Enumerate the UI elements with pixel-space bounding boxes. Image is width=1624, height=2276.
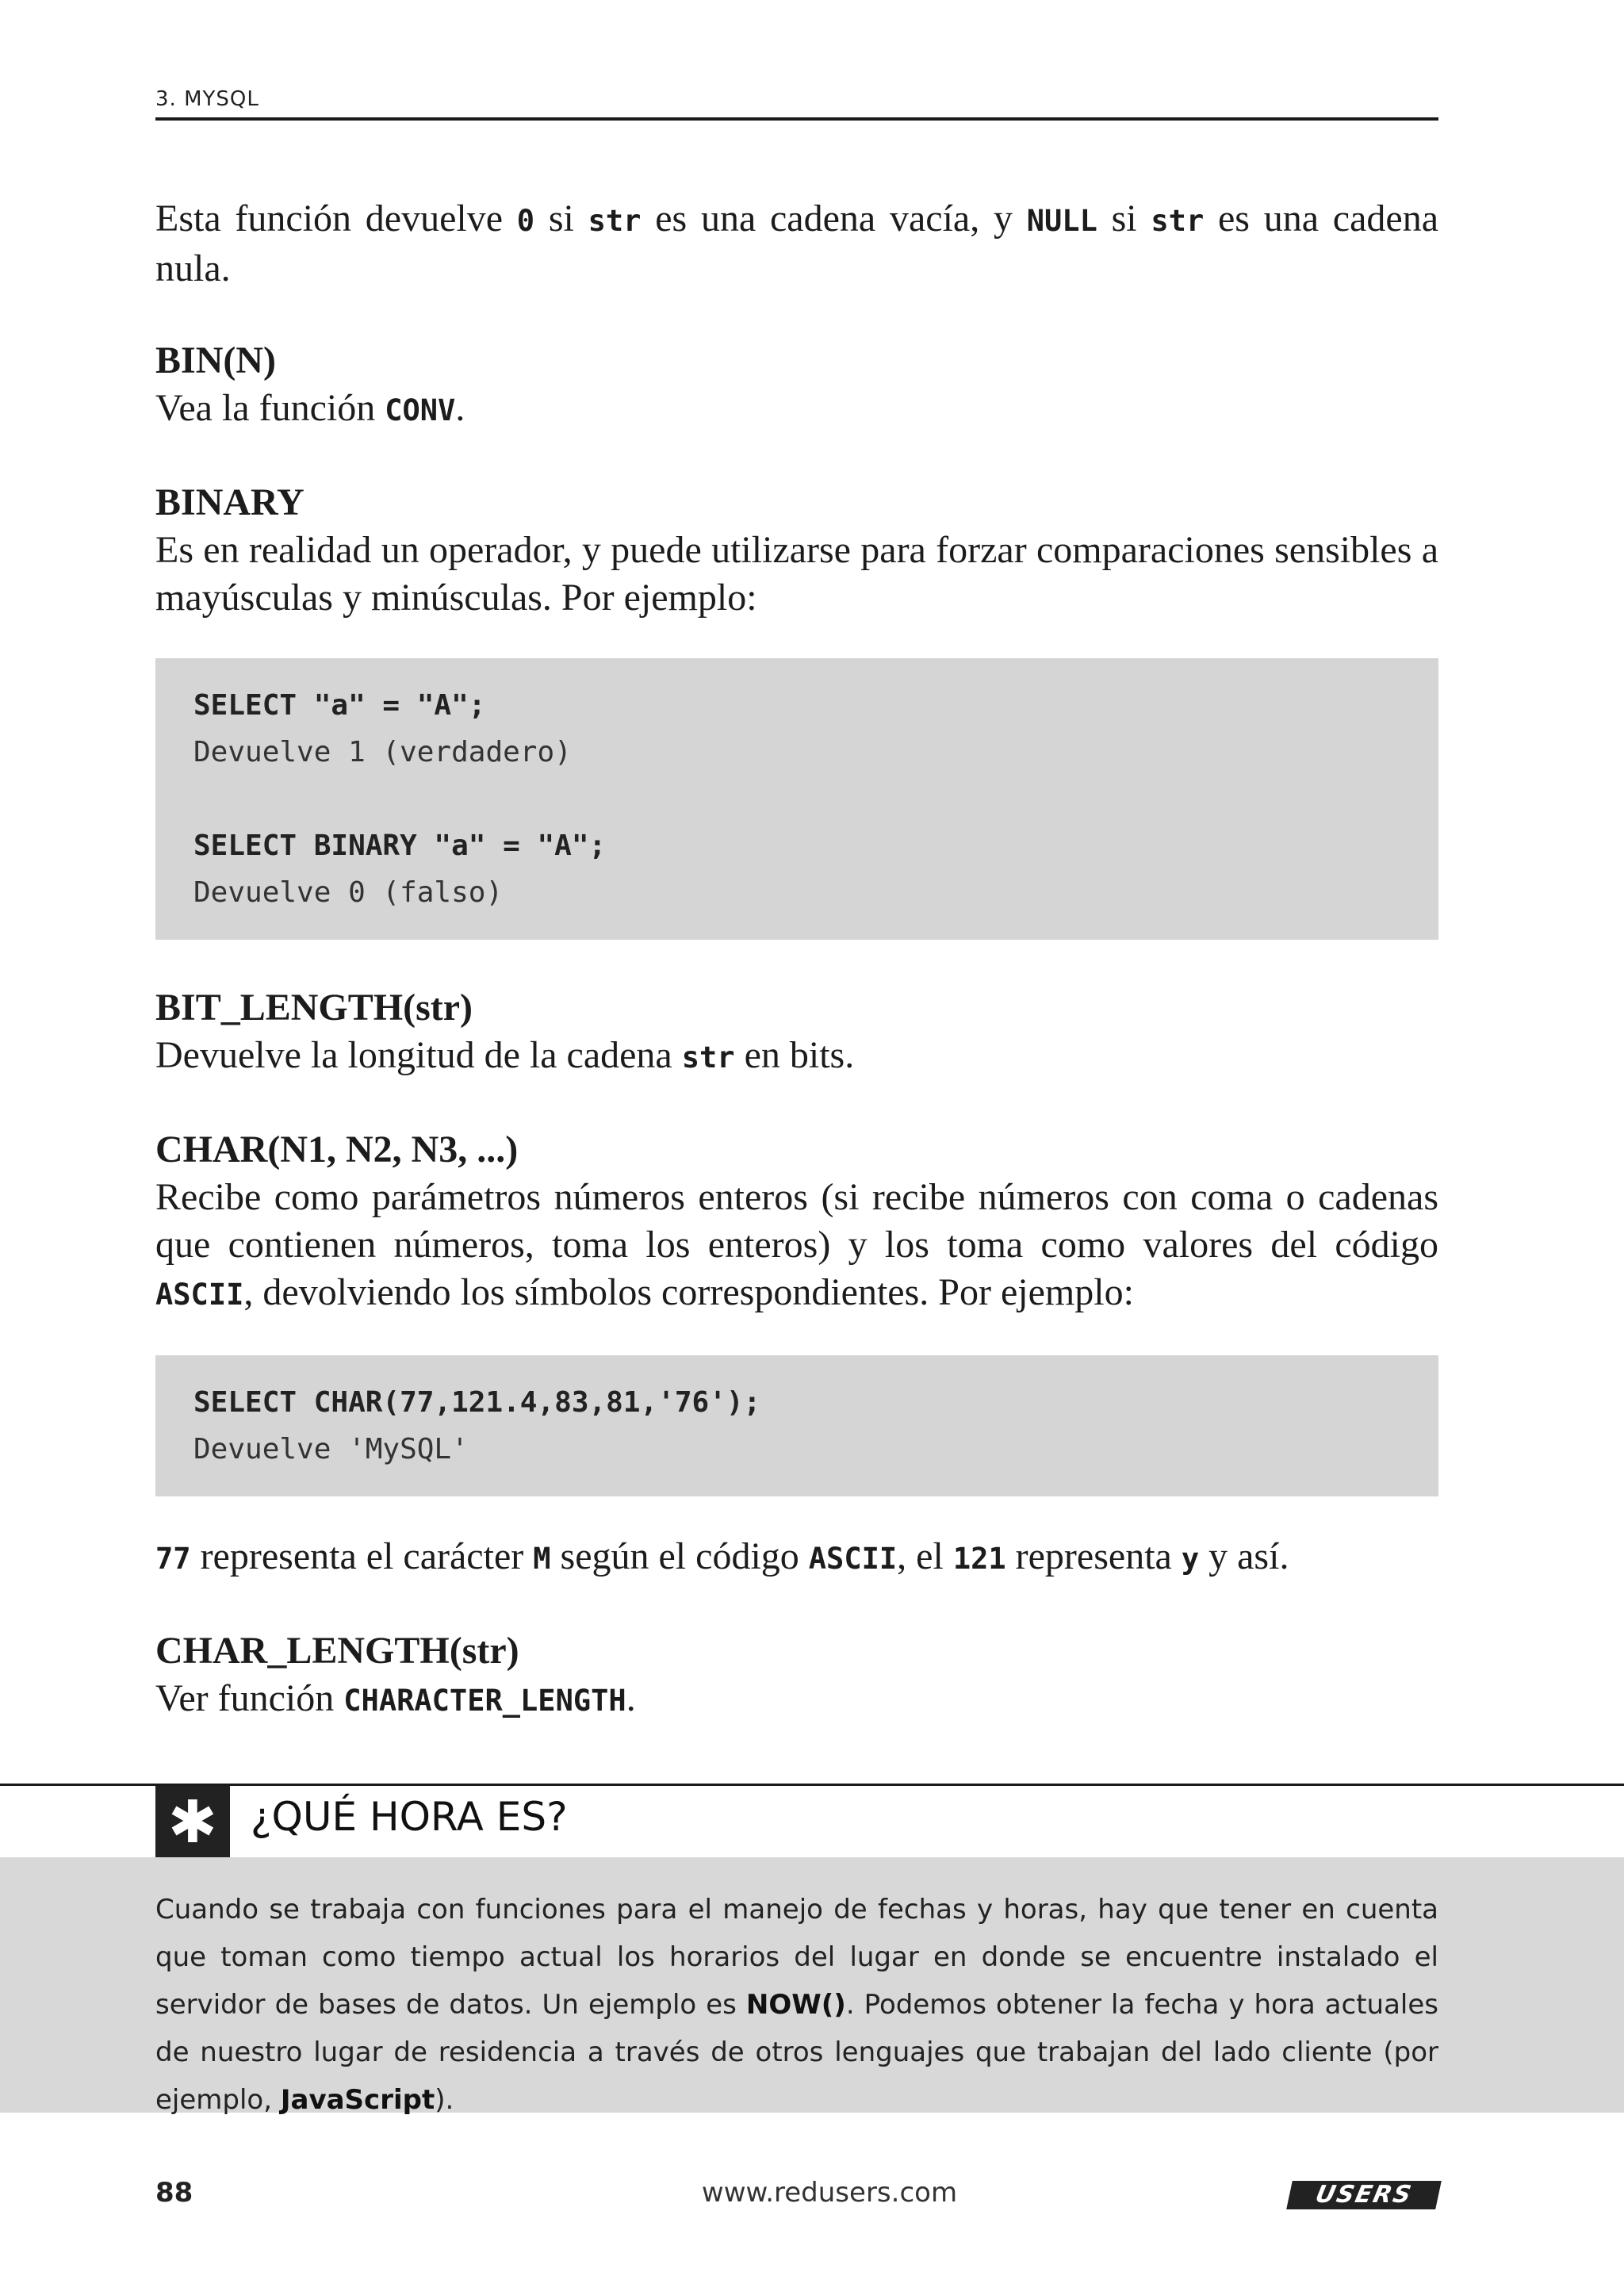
char-code-block	[155, 1355, 1438, 1496]
char-paragraph: Recibe como parámetros números enteros (si recibe números con coma o cadenas que contienen números, toma los enteros) y los toma como valores del código ASCII, devolviendo los símbolos correspondientes. Por ejemplo:	[155, 1176, 1438, 1313]
users-logo: USERS	[1286, 2181, 1442, 2209]
code-line: SELECT BINARY "a" = "A";	[193, 830, 607, 862]
footer-url: www.redusers.com	[701, 2177, 958, 2209]
binary-paragraph: Es en realidad un operador, y puede utilizarse para forzar comparaciones sensibles a mayúsculas y minúsculas. Por ejemplo:	[155, 529, 1438, 619]
binary-heading: BINARY	[155, 481, 304, 523]
char-length-heading: CHAR_LENGTH(str)	[155, 1630, 519, 1672]
intro-paragraph: Esta función devuelve 0 si str es una cadena vacía, y NULL si str es una cadena nula.	[155, 197, 1438, 289]
code-line: SELECT CHAR(77,121.4,83,81,'76');	[193, 1386, 761, 1419]
code-line: Devuelve 'MySQL'	[193, 1433, 469, 1466]
binary-code-block	[155, 658, 1438, 940]
tip-box-text: Cuando se trabaja con funciones para el manejo de fechas y horas, hay que tener en cuenta que toman como tiempo actual los horarios del lugar en donde se encuentre instalado el servidor de bases de datos. Un ejemplo es NOW(). Podemos obtener la fecha y hora actuales de nuestro lugar de residencia a través de otros lenguajes que trabajan del lado cliente (por ejemplo, JavaScript).	[155, 1894, 1438, 2116]
char-heading: CHAR(N1, N2, N3, ...)	[155, 1128, 519, 1171]
code-line: Devuelve 0 (falso)	[193, 876, 504, 909]
tip-box	[0, 1857, 1624, 2116]
bin-heading: BIN(N)	[155, 339, 276, 381]
code-line: SELECT "a" = "A";	[193, 689, 486, 722]
bit-length-paragraph: Devuelve la longitud de la cadena str en bits.	[155, 1034, 855, 1076]
bit-length-heading: BIT_LENGTH(str)	[155, 987, 473, 1029]
page-content	[155, 195, 1438, 1725]
chapter-label: 3. MYSQL	[155, 87, 259, 111]
running-header	[155, 87, 1438, 121]
char-length-paragraph: Ver función CHARACTER_LENGTH.	[155, 1677, 636, 1719]
code-line: Devuelve 1 (verdadero)	[193, 736, 572, 768]
box-divider	[0, 1784, 1624, 1786]
bin-paragraph: Vea la función CONV.	[155, 387, 465, 429]
tip-box-title: ¿QUÉ HORA ES?	[251, 1794, 568, 1840]
char-explanation: 77 representa el carácter M según el código ASCII, el 121 representa y y así.	[155, 1535, 1289, 1577]
page-number: 88	[155, 2177, 193, 2209]
asterisk-icon: ✱	[155, 1786, 230, 1859]
